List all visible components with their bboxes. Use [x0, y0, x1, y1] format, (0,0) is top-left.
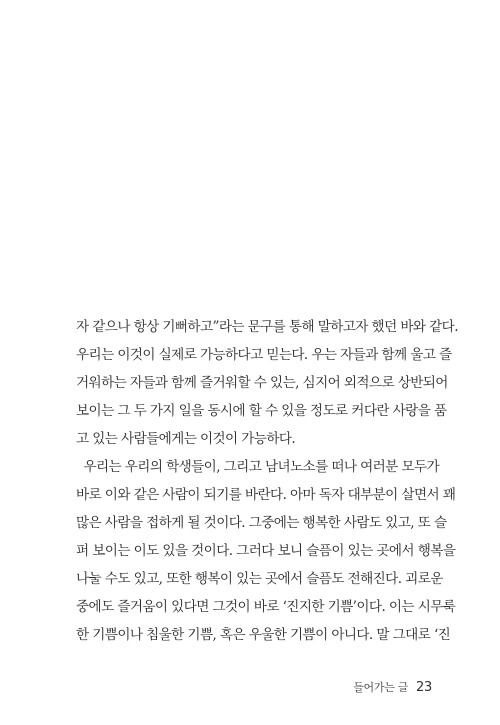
- page-footer: [353, 679, 432, 695]
- text-line: 자 같으나 항상 기뻐하고”라는 문구를 통해 말하고자 했던 바와 같다.: [76, 319, 458, 335]
- text-line: 많은 사람을 접하게 될 것이다. 그중에는 행복한 사람도 있고, 또 슬: [76, 515, 447, 531]
- text-line: 우리는 이것이 실제로 가능하다고 믿는다. 우는 자들과 함께 울고 즐: [76, 347, 452, 363]
- text-line: 퍼 보이는 이도 있을 것이다. 그러다 보니 슬픔이 있는 곳에서 행복을: [76, 543, 456, 559]
- text-line: 중에도 즐거움이 있다면 그것이 바로 ‘진지한 기쁨’이다. 이는 시무룩: [76, 599, 456, 615]
- text-line: 한 기쁨이나 침울한 기쁨, 혹은 우울한 기쁨이 아니다. 말 그대로 ‘진: [76, 627, 451, 643]
- text-line: 고 있는 사람들에게는 이것이 가능하다.: [76, 431, 296, 447]
- text-line: 우리는 우리의 학생들이, 그리고 남녀노소를 떠나 여러분 모두가: [76, 459, 440, 475]
- text-line: 바로 이와 같은 사람이 되기를 바란다. 아마 독자 대부분이 살면서 꽤: [76, 487, 456, 503]
- text-line: 거워하는 자들과 함께 즐거워할 수 있는, 심지어 외적으로 상반되어: [76, 375, 448, 391]
- page-number: 23: [416, 680, 432, 695]
- text-line: 나눌 수도 있고, 또한 행복이 있는 곳에서 슬픔도 전해진다. 괴로운: [76, 571, 443, 587]
- running-header: 들어가는 글: [353, 681, 409, 694]
- text-line: 보이는 그 두 가지 일을 동시에 할 수 있을 정도로 커다란 사랑을 품: [76, 403, 447, 419]
- body-text: [76, 313, 458, 649]
